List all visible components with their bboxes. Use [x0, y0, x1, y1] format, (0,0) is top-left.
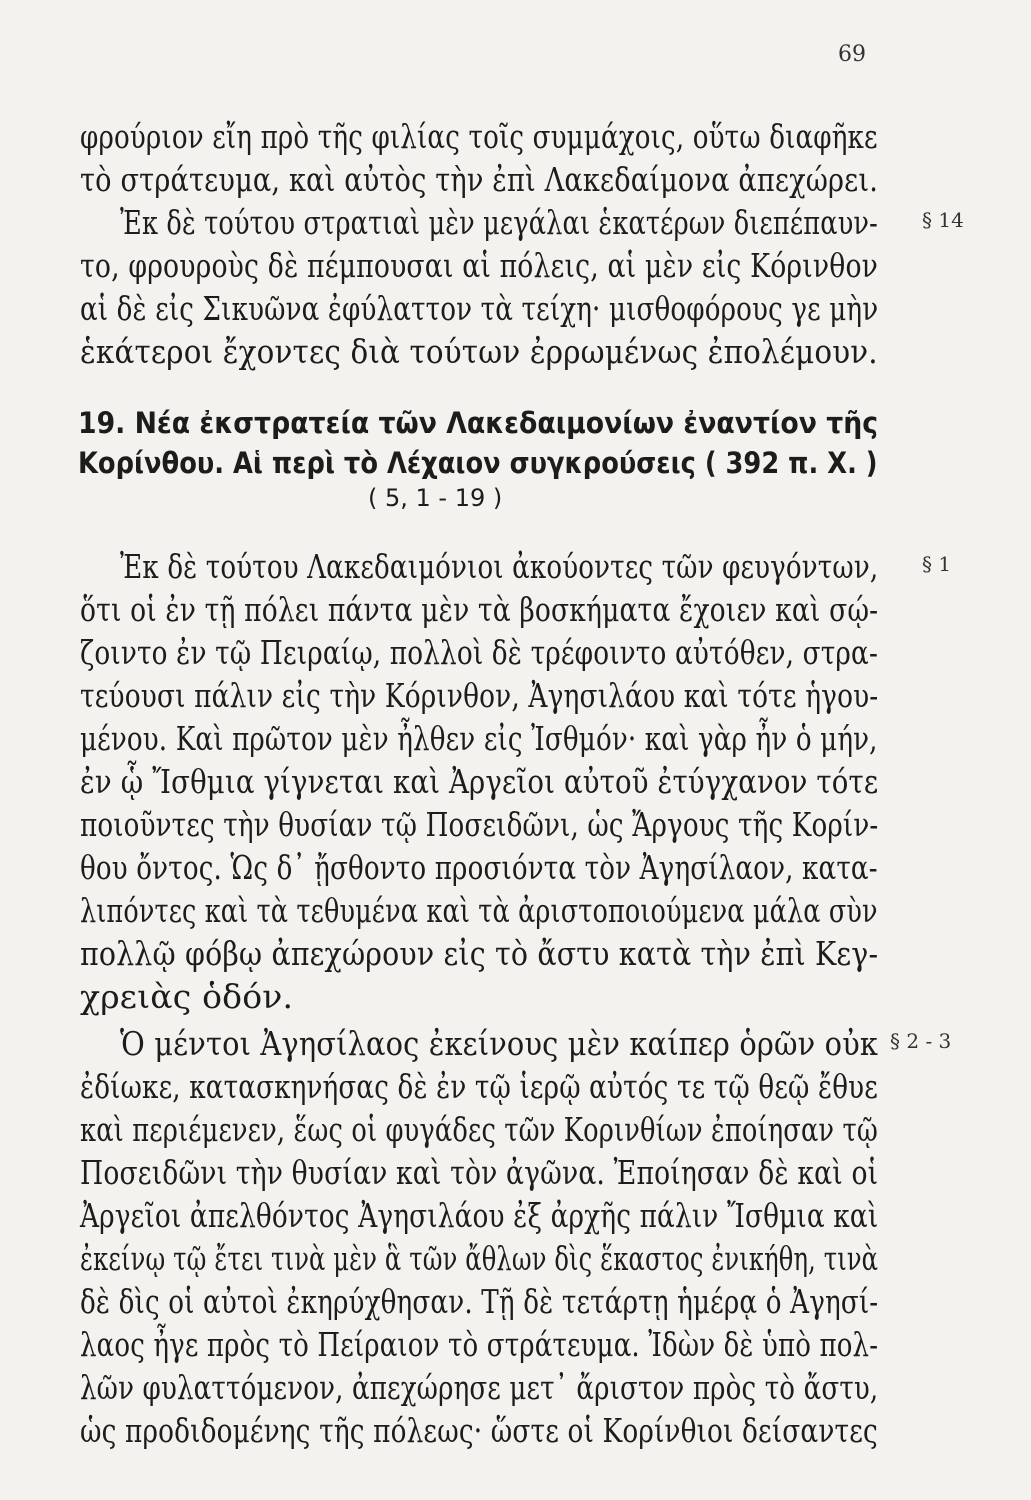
text-line: ἐδίωκε, κατασκηνήσας δὲ ἐν τῷ ἱερῷ αὐτός τε τῷ θεῷ ἔθυε — [80, 1067, 878, 1106]
text-line: τεύουσι πάλιν εἰς τὴν Κόρινθον, Ἀγησιλάου καὶ τότε ἡγου- — [80, 676, 879, 715]
text-line: μένου. Καὶ πρῶτον μὲν ἦλθεν εἰς Ἰσθμόν· καὶ γὰρ ἦν ὁ μήν, — [80, 719, 878, 758]
text-line: ἐν ᾧ Ἴσθμια γίγνεται καὶ Ἀργεῖοι αὐτοῦ ἐτύγχανον τότε — [80, 762, 879, 801]
text-line: ὡς προδιδομένης τῆς πόλεως· ὥστε οἱ Κορίνθιοι δείσαντες — [80, 1411, 878, 1450]
text-line: πολλῷ φόβῳ ἀπεχώρουν εἰς τὸ ἄστυ κατὰ τὴν ἐπὶ Κεγ- — [80, 934, 879, 973]
section-reference: ( 5, 1 - 19 ) — [368, 484, 503, 512]
text-line: τὸ στράτευμα, καὶ αὐτὸς τὴν ἐπὶ Λακεδαίμονα ἀπεχώρει. — [80, 160, 878, 199]
page-number: 69 — [838, 42, 866, 67]
margin-note-section-2-3: § 2 - 3 — [890, 1029, 952, 1053]
text-line: καὶ περιέμενεν, ἕως οἱ φυγάδες τῶν Κορινθίων ἐποίησαν τῷ — [80, 1110, 878, 1149]
text-line: Ἐκ δὲ τούτου Λακεδαιμόνιοι ἀκούοντες τῶν φευγόντων, — [120, 547, 879, 586]
text-line: ἑκάτεροι ἔχοντες διὰ τούτων ἐρρωμένως ἐπολέμουν. — [80, 332, 878, 371]
text-line: ὅτι οἱ ἐν τῇ πόλει πάντα μὲν τὰ βοσκήματα ἔχοιεν καὶ σῴ- — [80, 590, 879, 629]
text-line: Ἐκ δὲ τούτου στρατιαὶ μὲν μεγάλαι ἑκατέρων διεπέπαυν- — [120, 203, 878, 242]
text-line: Ποσειδῶνι τὴν θυσίαν καὶ τὸν ἀγῶνα. Ἐποίησαν δὲ καὶ οἱ — [80, 1153, 879, 1192]
text-line: Ὁ μέντοι Ἀγησίλαος ἐκείνους μὲν καίπερ ὁρῶν οὐκ — [120, 1024, 879, 1063]
text-line: χρειὰς ὁδόν. — [80, 977, 294, 1016]
text-line: ἐκείνῳ τῷ ἔτει τινὰ μὲν ἃ τῶν ἄθλων δὶς ἕκαστος ἐνικήθη, τινὰ — [80, 1239, 879, 1278]
text-line: δὲ δὶς οἱ αὐτοὶ ἐκηρύχθησαν. Τῇ δὲ τετάρτῃ ἡμέρᾳ ὁ Ἀγησί- — [80, 1282, 879, 1321]
margin-note-section-1: § 1 — [922, 552, 952, 576]
text-line: το, φρουροὺς δὲ πέμπουσαι αἱ πόλεις, αἱ μὲν εἰς Κόρινθον — [80, 246, 879, 285]
text-line: λαος ἦγε πρὸς τὸ Πείραιον τὸ στράτευμα. Ἰδὼν δὲ ὑπὸ πολ- — [80, 1325, 879, 1364]
section-heading-line-1: 19. Νέα ἐκστρατεία τῶν Λακεδαιμονίων ἐναντίον τῆς — [78, 406, 879, 440]
text-line: ποιοῦντες τὴν θυσίαν τῷ Ποσειδῶνι, ὡς Ἄργους τῆς Κορίν- — [80, 805, 879, 844]
section-heading-line-2: Κορίνθου. Αἱ περὶ τὸ Λέχαιον συγκρούσεις ( 392 π. Χ. ) — [78, 446, 878, 480]
text-line: λῶν φυλαττόμενον, ἀπεχώρησε μετ᾽ ἄριστον πρὸς τὸ ἄστυ, — [80, 1368, 879, 1407]
margin-note-section-14: § 14 — [922, 208, 964, 232]
text-line: θου ὄντος. Ὡς δ᾽ ᾔσθοντο προσιόντα τὸν Ἀγησίλαον, κατα- — [80, 848, 878, 887]
text-line: φρούριον εἴη πρὸ τῆς φιλίας τοῖς συμμάχοις, οὕτω διαφῆκε — [80, 117, 878, 156]
text-line: αἱ δὲ εἰς Σικυῶνα ἐφύλαττον τὰ τείχη· μισθοφόρους γε μὴν — [80, 289, 879, 328]
text-line: ζοιντο ἐν τῷ Πειραίῳ, πολλοὶ δὲ τρέφοιντο αὐτόθεν, στρα- — [80, 633, 878, 672]
text-line: λιπόντες καὶ τὰ τεθυμένα καὶ τὰ ἀριστοποιούμενα μάλα σὺν — [80, 891, 878, 930]
text-line: Ἀργεῖοι ἀπελθόντος Ἀγησιλάου ἐξ ἀρχῆς πάλιν Ἴσθμια καὶ — [80, 1196, 879, 1235]
